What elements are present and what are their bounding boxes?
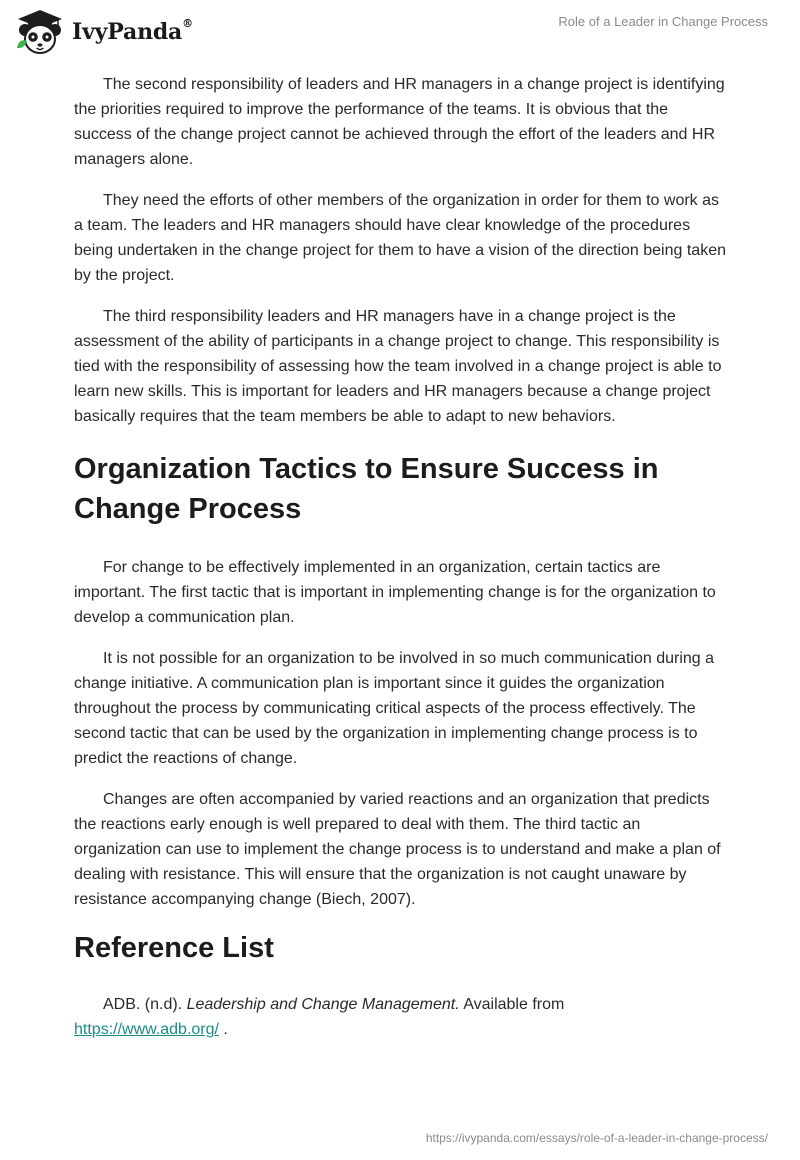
reference-prefix: ADB. (n.d). — [103, 996, 187, 1013]
reference-title: Leadership and Change Management. — [186, 996, 460, 1013]
panda-graduate-icon — [14, 8, 66, 56]
paragraph: They need the efforts of other members of the organization in order for them to work as a team. The leaders and HR managers should have clear knowledge of the procedures being undertaken in the change project for them to have a vision of the direction being taken by the project. — [74, 192, 726, 284]
paragraph: The third responsibility leaders and HR managers have in a change project is the assessment of the ability of participants in a change project to change. This responsibility is tied with the responsibility of assessing how the team involved in a change project is able to learn new skills. This is important for leaders and HR managers because a change project basically requires that the team members be able to adapt to new behaviors. — [74, 308, 722, 425]
paragraph: The second responsibility of leaders and HR managers in a change project is identifying the priorities required to improve the performance of the teams. It is obvious that the success of the change project cannot be achieved through the effort of the leaders and HR managers alone. — [74, 76, 725, 168]
paragraph: For change to be effectively implemented in an organization, certain tactics are important. The first tactic that is important in implementing change is for the organization to develop a communication plan. — [74, 559, 716, 626]
logo[interactable] — [14, 8, 193, 56]
document-title: Role of a Leader in Change Process — [558, 14, 768, 29]
section-heading-references: Reference List — [74, 932, 274, 964]
reference-middle: Available from — [459, 996, 565, 1013]
reference-suffix: . — [218, 1021, 228, 1038]
paragraph: Changes are often accompanied by varied reactions and an organization that predicts the reactions early enough is well prepared to deal with them. The third tactic an organization can use to implement the change process is to understand and make a plan of dealing with resistance. This will ensure that the organization is not caught unaware by resistance accompanying change (Biech, 2007). — [74, 791, 721, 908]
footer-url[interactable]: https://ivypanda.com/essays/role-of-a-leader-in-change-process/ — [425, 1131, 768, 1145]
page-header — [0, 0, 800, 60]
reference-entry — [74, 992, 574, 1042]
registered-mark: ® — [182, 17, 193, 30]
paragraph: It is not possible for an organization to be involved in so much communication during a change initiative. A communication plan is important since it guides the organization throughout the process by communicating critical aspects of the process effectively. The second tactic that can be used by the organization in implementing change process is to predict the reactions of change. — [74, 650, 715, 767]
reference-link[interactable]: https://www.adb.org/ — [74, 1021, 219, 1038]
essay-content — [74, 72, 728, 1058]
section-heading-tactics: Organization Tactics to Ensure Success in Change Process — [74, 453, 659, 525]
logo-text: IvyPanda® — [72, 17, 193, 45]
